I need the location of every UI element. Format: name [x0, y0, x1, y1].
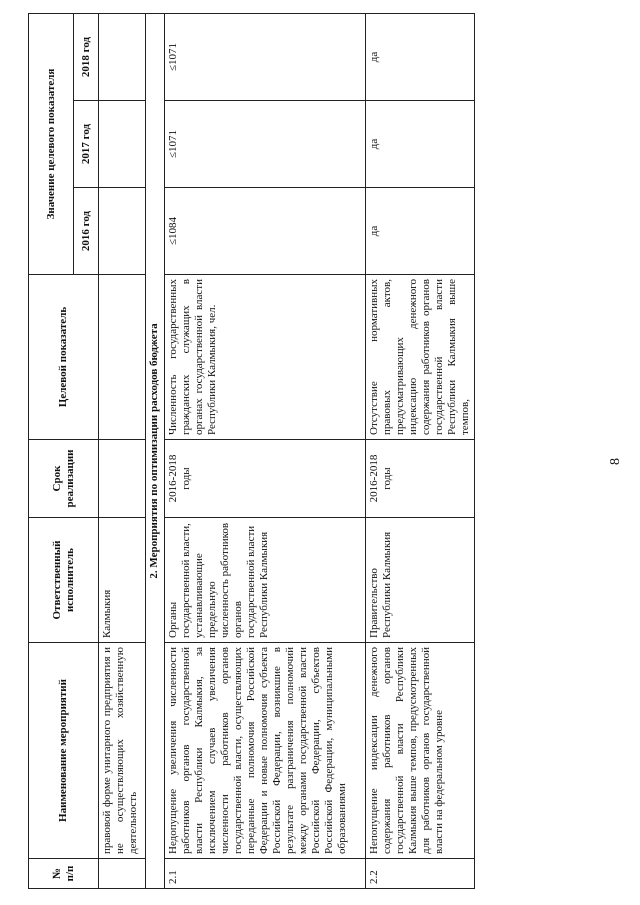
cell-term: 2016-2018 годы	[165, 440, 366, 518]
cell-name: Недопущение увеличения численности работников органов государственной власти Республики Калмыкия, за исключением случаев увеличения численности работников органов государственной власти, осуществляющих переданные полномочия Российской Федерации и новые полномочия субъекта Российской Федерации, возникшие в результате разграничения полномочий между органами государственной власти Российской Федерации, субъектов Российской Федерации, муниципальными образованиями	[165, 643, 366, 859]
cell-num: 2.1	[165, 859, 366, 889]
cell-indicator: Численность государственных гражданских служащих в органах государственной власти Республики Калмыкия, чел.	[165, 275, 366, 440]
header-term: Срок реализации	[29, 440, 99, 518]
measures-table	[28, 13, 475, 889]
table-row-continued	[99, 13, 146, 888]
cell-term	[99, 440, 146, 518]
cell-num	[99, 859, 146, 889]
cell-2018: ≤1071	[165, 13, 366, 100]
header-target-value: Значение целевого показателя	[29, 13, 74, 274]
header-year-2018: 2018 год	[74, 13, 99, 100]
table-row	[165, 13, 366, 888]
header-num: № п/п	[29, 859, 99, 889]
cell-term: 2016-2018 годы	[366, 440, 475, 518]
cell-indicator: Отсутствие нормативных правовых актов, предусматривающих индексацию денежного содержания работников органов государственной власти Республики Калмыкия выше темпов,	[366, 275, 475, 440]
cell-executor: Органы государственной власти, устанавливающие предельную численность работников органов государственной власти Республики Калмыкия	[165, 518, 366, 643]
cell-2016: ≤1084	[165, 188, 366, 275]
header-indicator: Целевой показатель	[29, 275, 99, 440]
header-year-2017: 2017 год	[74, 101, 99, 188]
cell-name: правовой форме унитарного предприятия и не осуществляющих хозяйственную деятельность	[99, 643, 146, 859]
cell-2017: да	[366, 101, 475, 188]
cell-indicator	[99, 275, 146, 440]
table-row	[366, 13, 475, 888]
section-row	[146, 13, 165, 888]
cell-2018: да	[366, 13, 475, 100]
cell-num: 2.2	[366, 859, 475, 889]
cell-2017: ≤1071	[165, 101, 366, 188]
cell-2018	[99, 13, 146, 100]
cell-2016: да	[366, 188, 475, 275]
cell-executor: Калмыкия	[99, 518, 146, 643]
section-title: 2. Мероприятия по оптимизации расходов бюджета	[146, 13, 165, 888]
header-executor: Ответственный исполнитель	[29, 518, 99, 643]
cell-2017	[99, 101, 146, 188]
cell-name: Непопущение индексации денежного содержания работников органов государственной власти Республики Калмыкия выше темпов, предусмотренных для работников органов государственной власти на федеральном уровне	[366, 643, 475, 859]
header-name: Наименование мероприятий	[29, 643, 99, 859]
cell-executor: Правительство Республики Калмыкия	[366, 518, 475, 643]
cell-2016	[99, 188, 146, 275]
header-year-2016: 2016 год	[74, 188, 99, 275]
table-header-row	[29, 13, 74, 888]
page-number: 8	[608, 458, 623, 465]
